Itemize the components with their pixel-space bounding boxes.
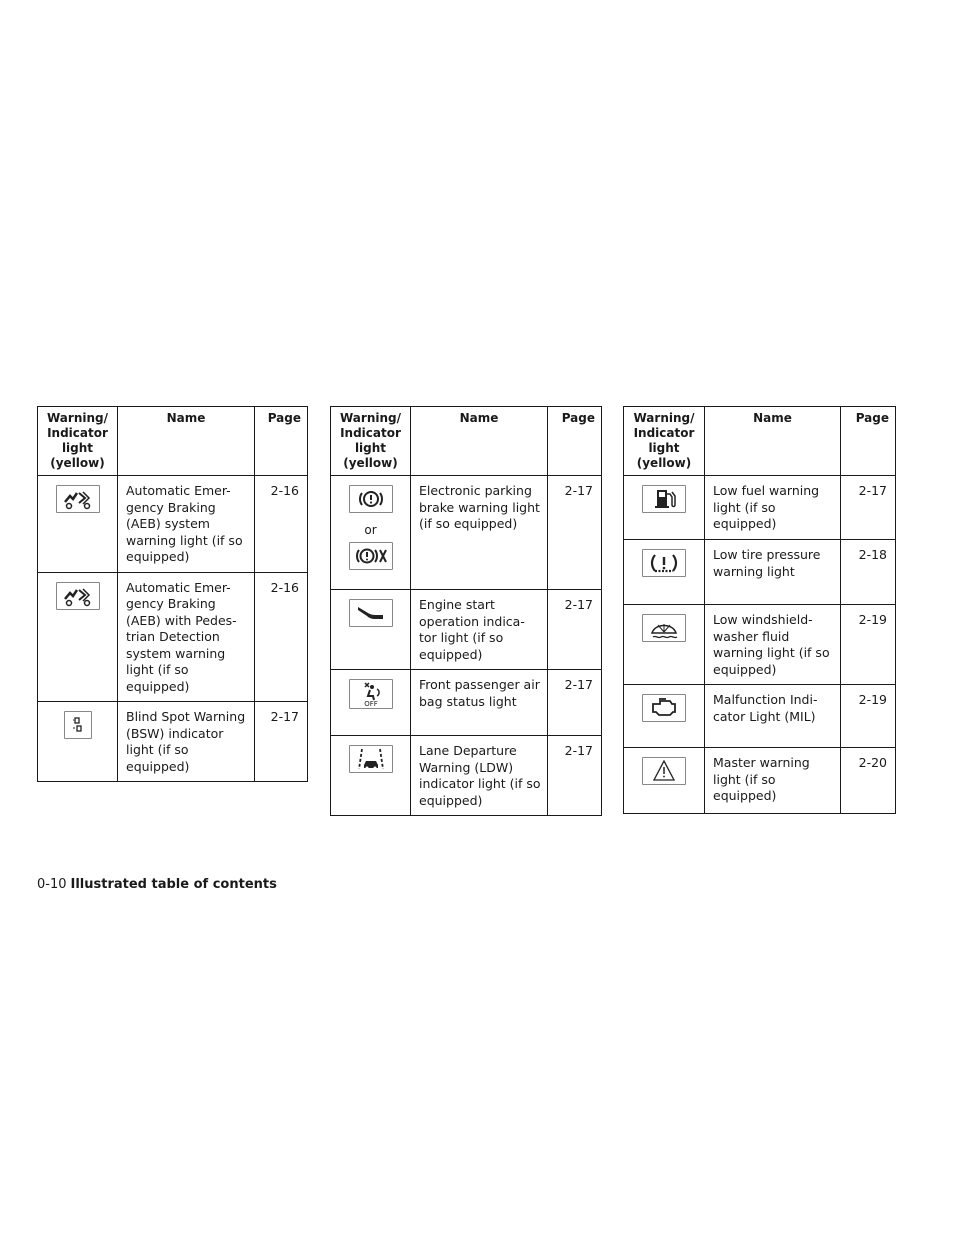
table-cell-name: Low tire pressure warning light	[705, 540, 841, 605]
indicator-table-1	[37, 406, 308, 782]
blind-spot-icon	[64, 711, 92, 739]
engine-mil-icon	[642, 694, 686, 722]
low-fuel-icon	[642, 485, 686, 513]
header-name: Name	[411, 407, 548, 476]
table-cell-name: Automatic Emer- gency Braking (AEB) system warning light (if so equipped)	[118, 476, 255, 573]
table-row	[331, 476, 602, 590]
tire-pressure-icon	[642, 549, 686, 577]
master-warning-icon	[642, 757, 686, 785]
table-cell-page: 2-19	[841, 685, 896, 748]
table-cell-name: Electronic parking brake warning light (if so equipped)	[411, 476, 548, 590]
parking-brake-icon	[349, 485, 393, 513]
table-row	[38, 572, 308, 702]
table-header-row	[38, 407, 308, 476]
table-cell-name: Master warning light (if so equipped)	[705, 748, 841, 814]
table-row	[331, 590, 602, 670]
table-cell-page: 2-16	[255, 476, 308, 573]
washer-fluid-icon	[642, 614, 686, 642]
table-row	[624, 748, 896, 814]
lane-departure-icon	[349, 745, 393, 773]
header-page: Page	[841, 407, 896, 476]
table-cell-page: 2-17	[548, 590, 602, 670]
table-cell-page: 2-19	[841, 605, 896, 685]
table-cell-page: 2-20	[841, 748, 896, 814]
indicator-table-3	[623, 406, 896, 814]
header-page: Page	[548, 407, 602, 476]
table-header-row	[624, 407, 896, 476]
table-cell-page: 2-17	[841, 476, 896, 540]
table-cell-name: Lane Departure Warning (LDW) indicator light (if so equipped)	[411, 736, 548, 816]
table-row	[331, 670, 602, 736]
header-name: Name	[118, 407, 255, 476]
engine-start-icon	[349, 599, 393, 627]
header-indicator: Warning/ Indicator light (yellow)	[38, 407, 118, 476]
table-row	[624, 605, 896, 685]
table-cell-name: Low fuel warning light (if so equipped)	[705, 476, 841, 540]
airbag-off-text: OFF	[363, 700, 378, 708]
table-row	[624, 476, 896, 540]
table-cell-page: 2-18	[841, 540, 896, 605]
table-cell-page: 2-17	[548, 476, 602, 590]
aeb-warning-icon	[56, 485, 100, 513]
table-row	[38, 702, 308, 782]
table-cell-name: Engine start operation indica- tor light (if so equipped)	[411, 590, 548, 670]
parking-brake-service-icon	[349, 542, 393, 570]
aeb-pedestrian-icon	[56, 582, 100, 610]
section-title: Illustrated table of contents	[70, 877, 277, 892]
table-row	[38, 476, 308, 573]
header-indicator: Warning/ Indicator light (yellow)	[331, 407, 411, 476]
table-cell-page: 2-17	[548, 670, 602, 736]
table-cell-name: Malfunction Indi- cator Light (MIL)	[705, 685, 841, 748]
table-cell-name: Front passenger air bag status light	[411, 670, 548, 736]
table-row	[331, 736, 602, 816]
table-cell-page: 2-16	[255, 572, 308, 702]
header-indicator: Warning/ Indicator light (yellow)	[624, 407, 705, 476]
airbag-off-icon	[349, 679, 393, 709]
header-page: Page	[255, 407, 308, 476]
indicator-table-2	[330, 406, 602, 816]
table-row	[624, 540, 896, 605]
header-name: Name	[705, 407, 841, 476]
or-label: or	[364, 523, 377, 537]
table-row	[624, 685, 896, 748]
table-cell-name: Automatic Emer- gency Braking (AEB) with Pedes- trian Detection system warning light (if so equipped)	[118, 572, 255, 702]
page-footer	[37, 877, 277, 892]
table-cell-page: 2-17	[548, 736, 602, 816]
table-cell-name: Low windshield- washer fluid warning light (if so equipped)	[705, 605, 841, 685]
table-header-row	[331, 407, 602, 476]
table-cell-name: Blind Spot Warning (BSW) indicator light (if so equipped)	[118, 702, 255, 782]
table-cell-page: 2-17	[255, 702, 308, 782]
page-number: 0-10	[37, 877, 67, 892]
